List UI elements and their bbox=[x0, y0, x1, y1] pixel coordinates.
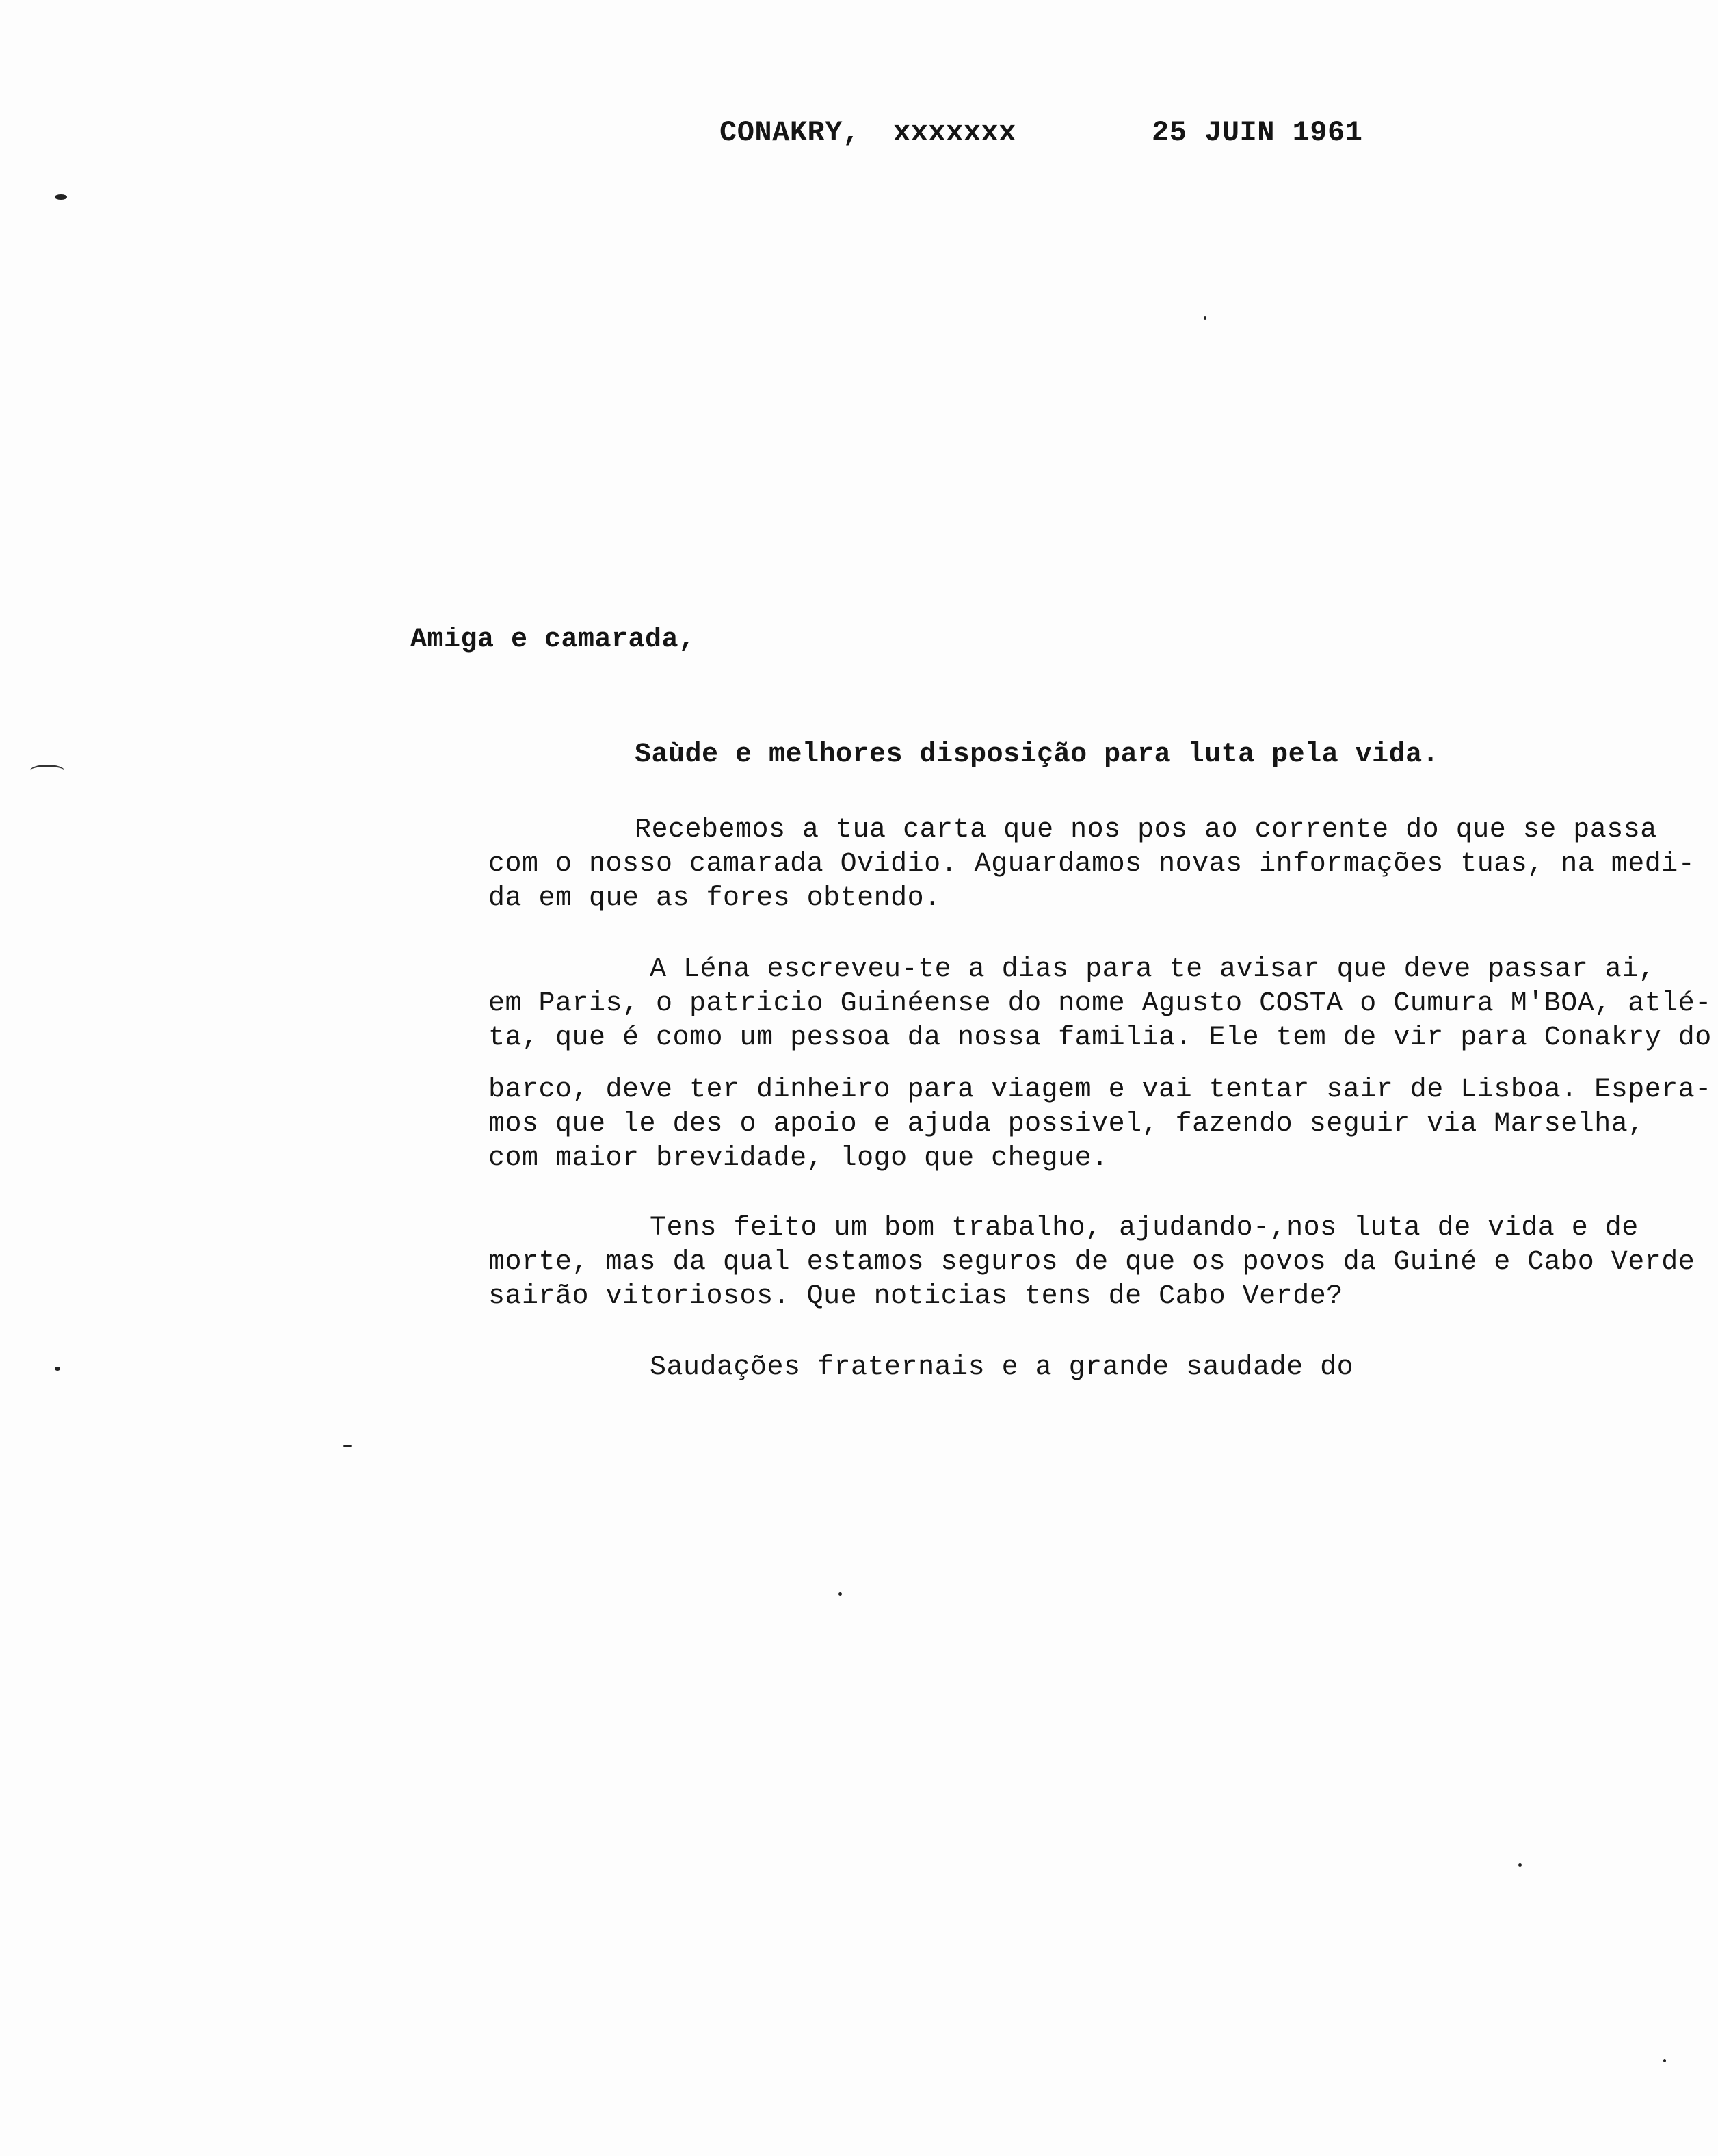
scan-speck bbox=[1204, 316, 1206, 320]
scan-speck bbox=[343, 1445, 352, 1447]
paragraph-1-line-3: da em que as fores obtendo. bbox=[488, 883, 941, 914]
paragraph-2-line-2: em Paris, o patricio Guinéense do nome Agusto COSTA o Cumura M'BOA, atlé- bbox=[488, 988, 1712, 1019]
paragraph-2-line-4: barco, deve ter dinheiro para viagem e vai tentar sair de Lisboa. Espera- bbox=[488, 1075, 1712, 1105]
paragraph-3-line-2: morte, mas da qual estamos seguros de que os povos da Guiné e Cabo Verde bbox=[488, 1247, 1695, 1278]
scan-speck bbox=[55, 1367, 60, 1371]
salutation: Amiga e camarada, bbox=[410, 625, 696, 655]
struck-out-text: xxxxxxx bbox=[893, 116, 1016, 149]
paragraph-2-line-3: ta, que é como um pessoa da nossa familia. Ele tem de vir para Conakry do bbox=[488, 1023, 1712, 1053]
scan-mark bbox=[30, 765, 64, 776]
paragraph-1-line-2: com o nosso camarada Ovidio. Aguardamos novas informações tuas, na medi- bbox=[488, 849, 1695, 880]
paragraph-2-line-5: mos que le des o apoio e ajuda possivel, fazendo seguir via Marselha, bbox=[488, 1109, 1645, 1140]
letter-place: CONAKRY, bbox=[719, 116, 860, 149]
paragraph-3-line-1: Tens feito um bom trabalho, ajudando-,nos luta de vida e de bbox=[650, 1213, 1639, 1244]
paragraph-1-line-1: Recebemos a tua carta que nos pos ao corrente do que se passa bbox=[635, 815, 1657, 845]
scan-speck bbox=[55, 194, 67, 200]
paragraph-2-line-1: A Léna escreveu-te a dias para te avisar que deve passar ai, bbox=[650, 954, 1656, 985]
closing: Saudações fraternais e a grande saudade do bbox=[650, 1352, 1354, 1383]
scan-speck bbox=[838, 1592, 842, 1596]
paragraph-2-line-6: com maior brevidade, logo que chegue. bbox=[488, 1143, 1109, 1174]
scan-speck bbox=[1663, 2059, 1666, 2062]
scan-speck bbox=[1518, 1863, 1522, 1867]
letter-date: 25 JUIN 1961 bbox=[1152, 116, 1363, 149]
greeting: Saùde e melhores disposição para luta pela vida. bbox=[635, 739, 1440, 770]
paragraph-3-line-3: sairão vitoriosos. Que noticias tens de Cabo Verde? bbox=[488, 1281, 1343, 1312]
